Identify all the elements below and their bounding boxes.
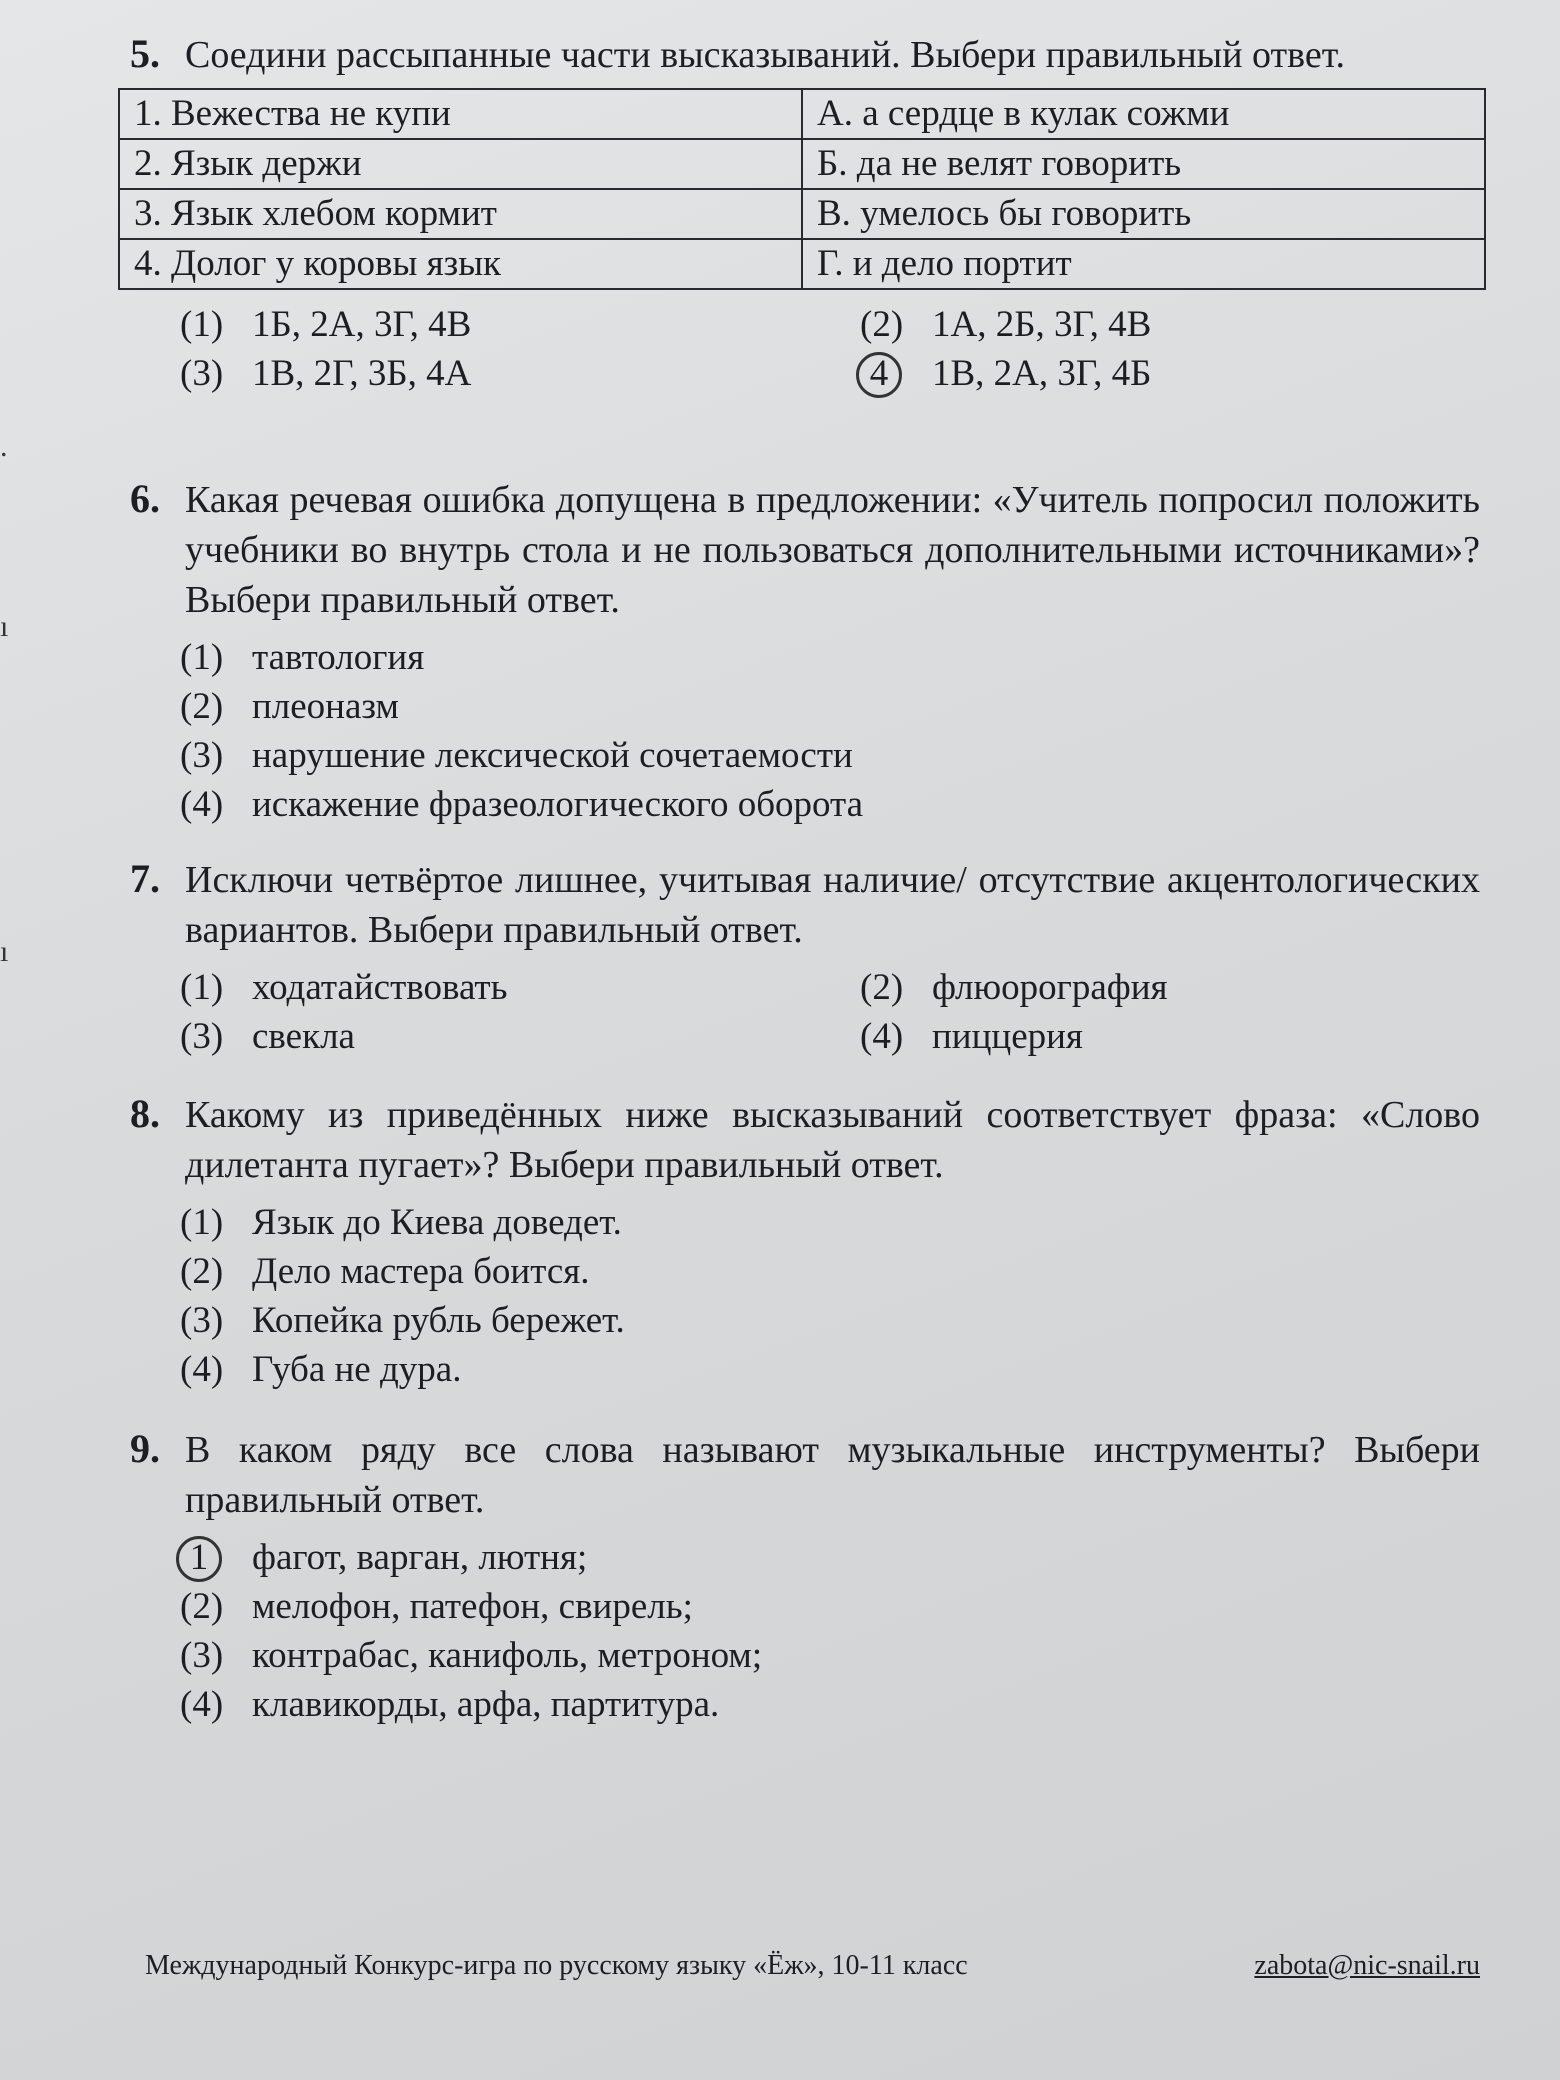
question-text: В каком ряду все слова называют музыкальные инструменты? Выбери правильный ответ. (185, 1429, 1480, 1521)
question-number: 5. (130, 31, 160, 76)
question-text: Какая речевая ошибка допущена в предложении: «Учитель попросил положить учебники во внутрь стола и не пользоваться дополнительными источниками»? Выбери правильный ответ. (185, 479, 1480, 621)
question-5 (120, 30, 1480, 475)
answer-option[interactable]: (3) 1В, 2Г, 3Б, 4А (180, 353, 472, 394)
matching-table (118, 88, 1486, 290)
answer-option[interactable]: (2) мелофон, патефон, свирель; (180, 1586, 693, 1627)
answer-option[interactable]: (2) флюорография (860, 967, 1168, 1008)
answer-option[interactable]: (4) Губа не дура. (180, 1349, 462, 1390)
answer-options (180, 963, 1480, 1061)
answer-option[interactable]: (1) тавтология (180, 637, 425, 678)
footer-email-link[interactable]: zabota@nic-snail.ru (1254, 1950, 1480, 1981)
question-text: Какому из приведённых ниже высказываний соответствует фраза: «Слово дилетанта пугает»? Выбери правильный ответ. (185, 1094, 1480, 1186)
table-row (119, 189, 1485, 239)
answer-option[interactable]: (2) плеоназм (180, 686, 399, 727)
question-7 (120, 855, 1480, 1090)
margin-mark: ı (0, 610, 9, 643)
page-footer (145, 1950, 1480, 1982)
answer-option-selected[interactable]: 1 фагот, варган, лютня; (180, 1533, 1480, 1582)
question-number: 8. (130, 1091, 160, 1136)
answer-option[interactable]: (3) нарушение лексической сочетаемости (180, 735, 853, 776)
circled-number: 4 (856, 352, 902, 398)
table-cell: 1. Вежества не купи (119, 89, 802, 139)
margin-mark: ı (0, 935, 9, 968)
question-8 (120, 1090, 1480, 1425)
answer-options (180, 300, 1480, 398)
table-cell: Б. да не велят говорить (802, 139, 1485, 189)
answer-option-selected[interactable]: 4 1В, 2А, 3Г, 4Б (860, 349, 1460, 398)
margin-mark: . (0, 430, 8, 463)
answer-option[interactable]: (3) Копейка рубль бережет. (180, 1300, 625, 1341)
question-text: Исключи четвёртое лишнее, учитывая наличие/ отсутствие акцентологических вариантов. Выбери правильный ответ. (185, 859, 1480, 951)
table-row (119, 239, 1485, 289)
questions-sheet (120, 30, 1480, 1729)
answer-option[interactable]: (2) Дело мастера боится. (180, 1251, 590, 1292)
question-6 (120, 475, 1480, 855)
table-cell: В. умелось бы говорить (802, 189, 1485, 239)
answer-option[interactable]: (1) Язык до Киева доведет. (180, 1202, 622, 1243)
answer-options (180, 1533, 1480, 1729)
table-cell: Г. и дело портит (802, 239, 1485, 289)
answer-option[interactable]: (4) клавикорды, арфа, партитура. (180, 1684, 720, 1725)
answer-options (180, 633, 1480, 829)
table-cell: А. а сердце в кулак сожми (802, 89, 1485, 139)
answer-option[interactable]: (3) контрабас, канифоль, метроном; (180, 1635, 763, 1676)
answer-option[interactable]: (2) 1А, 2Б, 3Г, 4В (860, 304, 1152, 345)
table-row (119, 89, 1485, 139)
table-cell: 3. Язык хлебом кормит (119, 189, 802, 239)
table-row (119, 139, 1485, 189)
circled-number: 1 (176, 1536, 222, 1582)
answer-options (180, 1198, 1480, 1394)
table-cell: 2. Язык держи (119, 139, 802, 189)
question-number: 7. (130, 856, 160, 901)
answer-option[interactable]: (1) ходатайствовать (180, 967, 508, 1008)
footer-title: Международный Конкурс-игра по русскому языку «Ёж», 10-11 класс (145, 1950, 968, 1981)
answer-option[interactable]: (4) пиццерия (860, 1016, 1083, 1057)
answer-option[interactable]: (1) 1Б, 2А, 3Г, 4В (180, 304, 472, 345)
table-cell: 4. Долог у коровы язык (119, 239, 802, 289)
answer-option[interactable]: (4) искажение фразеологического оборота (180, 784, 864, 825)
question-text: Соедини рассыпанные части высказываний. Выбери правильный ответ. (185, 34, 1345, 76)
question-number: 6. (130, 476, 160, 521)
answer-option[interactable]: (3) свекла (180, 1016, 355, 1057)
question-number: 9. (130, 1426, 160, 1471)
question-9 (120, 1425, 1480, 1729)
